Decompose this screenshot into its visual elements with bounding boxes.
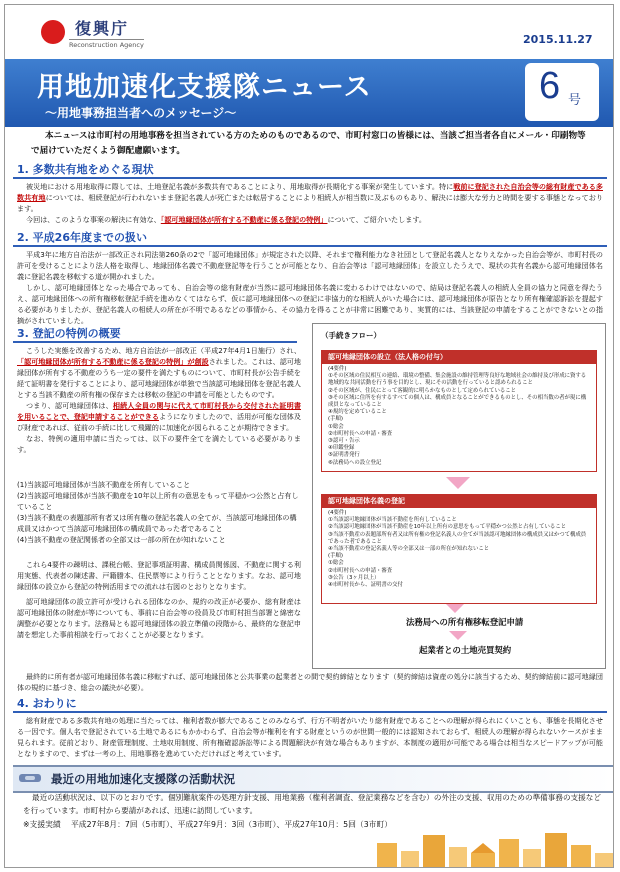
flow-line: ③認可・告示 bbox=[328, 438, 360, 445]
sec3-paragraph: なお、特例の適用申請に当たっては、以下の要件全てを満たしている必要があります。 bbox=[17, 434, 301, 454]
flow-step-title: 認可地縁団体名義の登記 bbox=[322, 495, 596, 508]
sec3-paragraph: 最終的に所有者が認可地縁団体名義に移転すれば、認可地縁団体と公共事業の起業者との間で契約締結となります（契約締結は資産の処分に該当するため、契約締結前に認可地縁団体の規約に基づき、総会の議決が必要）。 bbox=[17, 672, 603, 692]
flow-line: (4要件) bbox=[328, 510, 347, 516]
section-1-body bbox=[17, 181, 603, 225]
issue-suffix: 号 bbox=[568, 93, 582, 108]
sec1-text: については、相続登記が行われないまま登記名義人が死亡または転居することにより相続人が相当数に及ぶものもあり、解決には膨大な労力と時間を要する事態となっております。 bbox=[17, 193, 604, 213]
flow-line: ②市町村長への申請・審査 bbox=[328, 430, 393, 437]
activity-title: 最近の用地加速化支援隊の活動状況 bbox=[51, 772, 235, 786]
activity-paragraph: 最近の活動状況は、以下のとおりです。個別難航案件の処理方針支援、用地業務（権利者調査、登記業務などを含む）の外注の支援、収用のための準備事務の支援などを行っています。市町村から要請があれば、迅速に訪問しています。 bbox=[23, 793, 601, 815]
section-2-body bbox=[17, 249, 603, 326]
flow-step-apply: 法務局への所有権移転登記申請 bbox=[406, 617, 524, 627]
section-divider bbox=[13, 341, 297, 343]
title-banner bbox=[5, 59, 614, 127]
flow-step-body bbox=[322, 508, 596, 591]
sec3-text: こうした実態を改善するため、地方自治法が一部改正（平成27年4月1日施行）され、 bbox=[26, 346, 301, 355]
sec1-highlight: 「認可地縁団体が所有する不動産に係る登記の特例」 bbox=[160, 215, 328, 224]
activity-banner bbox=[13, 765, 613, 793]
flow-line: ②当該認可地縁団体が当該不動産を10年以上所有の意思をもって平穏かつ公然と占有していること bbox=[328, 524, 567, 531]
issue-date: 2015.11.27 bbox=[523, 33, 593, 46]
town-skyline-illustration bbox=[377, 829, 613, 868]
flow-line: ④印鑑登録 bbox=[328, 445, 355, 452]
section-4-title: 4. おわりに bbox=[17, 697, 77, 710]
agency-subtitle: Reconstruction Agency bbox=[69, 41, 144, 49]
flow-line: ②市町村長への申請・審査 bbox=[328, 567, 393, 574]
sec3-paragraph: 認可地縁団体の設立許可が受けられる団体なのか、規約の改正が必要か、総有財産は認可地縁団体の財産が等についても、事前に自治会等の役員及び市町村担当部署と綿密な調整が必要となります。法務局とも認可地縁団体の設立準備の段階から、最終的な登記申請を想定した事前相談を行っておくことが必要となります。 bbox=[17, 597, 301, 639]
support-record: ※支援実績 平成27年8月：7回（5市町）、平成27年9月：3回（3市町）、平成27年10月：5回（3市町） bbox=[23, 820, 393, 829]
requirement-item: (1)当該認可地縁団体が当該不動産を所有していること bbox=[17, 480, 191, 489]
flow-step-establish bbox=[321, 350, 597, 472]
section-3-body bbox=[17, 345, 301, 455]
flow-line: (手順) bbox=[328, 416, 343, 423]
flow-line: ②その区域が、住民にとって客観的に明らかなものとして定められていること bbox=[328, 387, 517, 394]
newsletter-subtitle: ～用地事務担当者へのメッセージ～ bbox=[45, 106, 237, 120]
page bbox=[4, 4, 614, 868]
flow-line: ③公告（3ヶ月以上） bbox=[328, 574, 380, 581]
rising-sun-icon bbox=[39, 18, 67, 46]
sec3-paragraph: これら4要件の疎明は、課税台帳、登記事項証明書、構成員関係図、不動産に関する利用実態、代表者の陳述書、戸籍謄本、住民票等により行うこととなります。なお、認可地縁団体の設立から登記の特例活用までの流れは右図のとおりとなります。 bbox=[17, 560, 301, 591]
requirement-item: (3)当該不動産の表題部所有者又は所有権の登記名義人の全てが、当該認可地縁団体の構成員又はかつて当該認可地縁団体の構成員であった者であること bbox=[17, 513, 297, 533]
requirement-item: (4)当該不動産の登記関係者の全部又は一部の所在が知れないこと bbox=[17, 535, 226, 544]
handshake-icon bbox=[19, 771, 41, 785]
sec1-text: 今回は、このような事案の解決に有効な、 bbox=[26, 215, 161, 224]
section-3-title: 3. 登記の特例の概要 bbox=[17, 327, 121, 340]
sec3-highlight: 「認可地縁団体が所有する不動産に係る登記の特例」が創設 bbox=[17, 357, 209, 366]
sec1-text: 被災地における用地取得に際しては、土地登記名義が多数共有であることにより、用地取得が長期化する事案が発生しています。特に bbox=[26, 182, 454, 191]
section-1-title: 1. 多数共有地をめぐる現状 bbox=[17, 163, 154, 176]
flow-line: ③当該不動産の表題部所有者又は所有権の登記名義人の全てが当該認可地縁団体の構成員又はかつて構成員であった者であること bbox=[328, 531, 587, 545]
sec4-paragraph: 総有財産である多数共有地の処理に当たっては、権利者数が膨大であることのみならず、行方不明者がいたり総有財産であることへの理解が得られにくいことも、事態を長期化させる一因です。個人名で登記されている土地であるにもかかわらず、自治会等が権利を有する財産というのが世間一般的には認知されておらず、相続人の理解が得られないケースがまま見られます。従前どおり、財産管理制度、土地収用制度、所有権確認訴訟等による問題解決が有効な場合もありますが、本制度の適用が可能である場合は相当なスピードアップが可能となりますので、まずは一考の上、用地事務を進めていただければと考えています。 bbox=[17, 716, 603, 758]
flow-line: ⑤証明書発行 bbox=[328, 452, 360, 459]
flow-arrow bbox=[446, 477, 470, 489]
newsletter-title: 用地加速化支援隊ニュース bbox=[37, 72, 372, 103]
flow-line: ①当該認可地縁団体が当該不動産を所有していること bbox=[328, 517, 457, 524]
flow-step-contract: 起業者との土地売買契約 bbox=[419, 645, 512, 655]
intro-text: 本ニュースは市町村の用地事務を担当されている方のためのものであるので、市町村窓口の皆様には、当該ご担当者各自にメール・印刷物等で届けていただくよう御配慮願います。 bbox=[31, 131, 586, 156]
sec3-highlight: 相続人全員の関与に代えて市町村長から交付された証明書を用いることで、登記申請することができる bbox=[17, 401, 302, 421]
sec1-text: について、ご紹介いたします。 bbox=[327, 215, 426, 224]
agency-logo bbox=[39, 14, 157, 54]
section-2-title: 2. 平成26年度までの扱い bbox=[17, 231, 147, 244]
section-divider bbox=[13, 711, 607, 713]
activity-text bbox=[23, 791, 603, 817]
procedure-flow bbox=[312, 323, 606, 669]
flow-line: (手順) bbox=[328, 553, 343, 560]
requirement-item: (2)当該認可地縁団体が当該不動産を10年以上所有の意思をもって平穏かつ公然と占有していること bbox=[17, 491, 299, 511]
flow-label: （手続きフロー） bbox=[321, 331, 381, 340]
sec3-text: されました。これは、認可地縁団体が所有する不動産のうち一定の要件を満たすものについて、市町村長が公告手続を経て証明書を発行することにより、認可地縁団体が単独で当該認可地縁団体を登記名義人とする当該不動産の所有権の保存または移転の登記の申請を可能としたものです。 bbox=[17, 357, 301, 399]
section-3-body-2 bbox=[17, 559, 301, 640]
section-divider bbox=[13, 177, 607, 179]
flow-line: ④規約を定めていること bbox=[328, 409, 387, 416]
flow-step-title: 認可地縁団体の設立（法人格の付与） bbox=[322, 351, 596, 364]
agency-name: 復興庁 bbox=[75, 19, 130, 38]
requirements-list bbox=[17, 479, 301, 545]
flow-step-body bbox=[322, 364, 596, 469]
flow-arrow bbox=[449, 631, 467, 640]
flow-line: (4要件) bbox=[328, 366, 347, 372]
sec3-text: ようになりましたので、活用が可能な団体及び財産であれば、従前の手続に比して飛躍的に加速化が図られることが期待できます。 bbox=[17, 412, 302, 432]
flow-line: ①総会 bbox=[328, 423, 344, 430]
sec3-text: つまり、認可地縁団体は、 bbox=[26, 401, 113, 410]
issue-number: 6 bbox=[539, 65, 561, 107]
flow-arrow bbox=[446, 604, 464, 613]
issue-badge bbox=[525, 63, 599, 121]
flow-line: ①その区域の住民相互の連絡、環境の整備、集会施設の維持管理等良好な地域社会の維持及び形成に資する地域的な共同活動を行う事を目的とし、現にその活動を行っていると認められること bbox=[328, 373, 587, 387]
flow-line: ④当該不動産の登記名義人等の全部又は一部の所在が知れないこと bbox=[328, 546, 490, 553]
section-4-body bbox=[17, 715, 603, 759]
flow-line: ③その区域に住所を有するすべての個人は、構成員となることができるものとし、その相当数の者が現に構成員となっていること bbox=[328, 394, 587, 409]
flow-step-registration bbox=[321, 494, 597, 604]
section-divider bbox=[13, 245, 607, 247]
flow-line: ①総会 bbox=[328, 560, 344, 567]
sec2-paragraph: 平成3年に地方自治法が一部改正され同法第260条の2で「認可地縁団体」が規定された以降、それまで権利能力なき社団として登記名義人となりえなかった自治会等が、市町村長の許可を受けることにより法人格を取得し、地縁団体名義で不動産登記等を行うことが可能となり、自治会等は「認可地縁団体」を設立したうえで、現状の共有名義から認可地縁団体名義に登記名義を移転する道が開かれました。 bbox=[17, 250, 603, 281]
sec1-highlight: 戦前に登記された自治会等の総有財産である多数共有地 bbox=[17, 182, 603, 202]
flow-line: ⑥法務局への設立登記 bbox=[328, 459, 382, 466]
section-3-body-3 bbox=[17, 671, 603, 693]
flow-line: ④市町村長から、証明書の交付 bbox=[328, 582, 403, 589]
sec2-paragraph: しかし、認可地縁団体となった場合であっても、自治会等の総有財産が当然に認可地縁団体名義に変わるわけではないので、結局は登記名義人の相続人全員の協力と同意を得たうえ、認可地縁団体への所有権移転登記手続を進めなくてはならず、仮に認可地縁団体への登記に非協力的な相続人がいた場合には、認可地縁団体が原告となり所有権確認訴訟を提起する必要がありましたが、登記名義人の相続人の所在が不明であるなどの事情から、その協力を得ることが非常に困難であり、実質的には、当該登記の申請をすることができないとの指摘がされていました。 bbox=[17, 283, 603, 325]
